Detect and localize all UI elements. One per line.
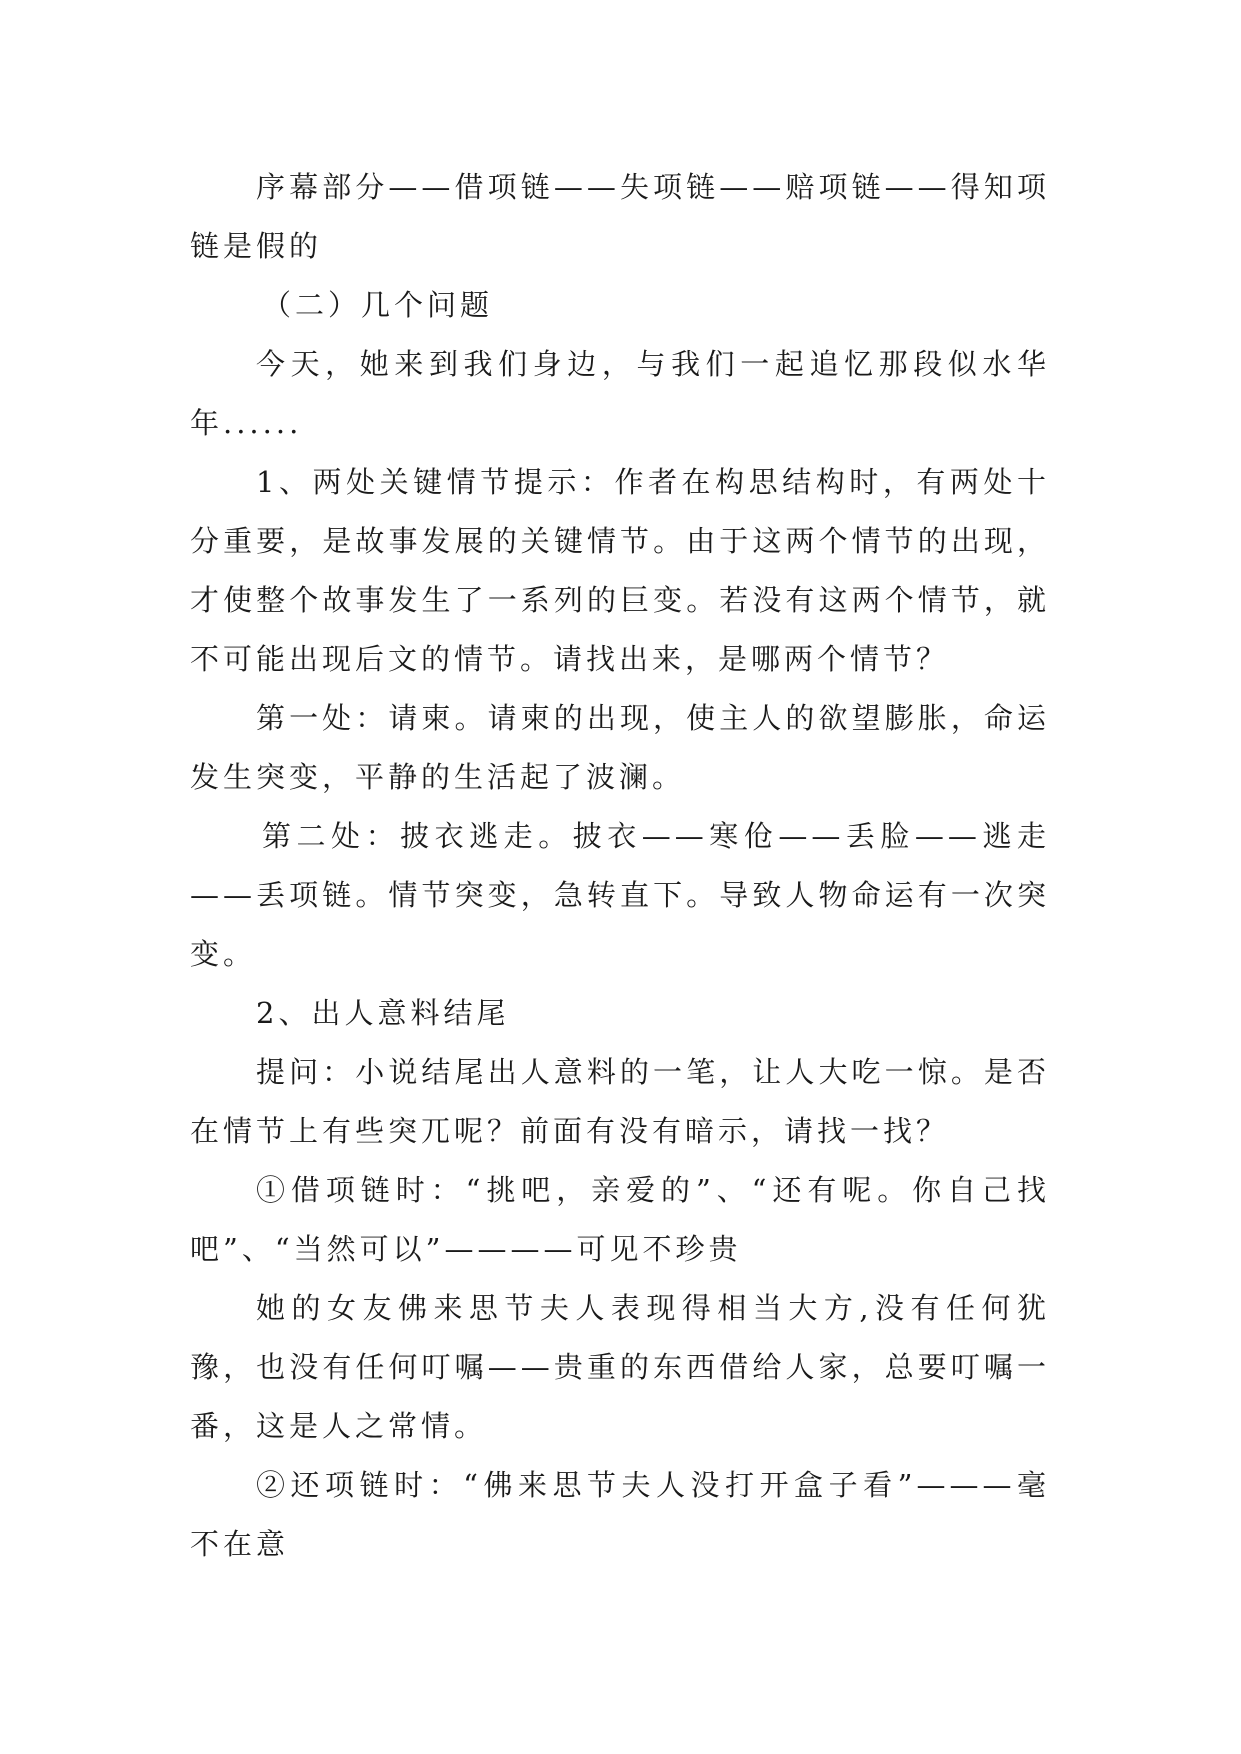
paragraph-second-point: 第二处：披衣逃走。披衣——寒伧——丢脸——逃走——丢项链。情节突变，急转直下。导致人物命运有一次突变。 — [190, 819, 1050, 971]
paragraph-plot-outline: 序幕部分——借项链——失项链——赔项链——得知项链是假的 — [190, 170, 1050, 263]
paragraph-intro: 今天，她来到我们身边，与我们一起追忆那段似水华年...... — [190, 347, 1050, 440]
document-body — [190, 158, 1050, 1574]
paragraph-borrow-necklace: ①借项链时：“挑吧，亲爱的”、“还有呢。你自己找吧”、“当然可以”————可见不珍贵 — [190, 1173, 1050, 1266]
paragraph-key-plot-prompt: 1、两处关键情节提示：作者在构思结构时，有两处十分重要，是故事发展的关键情节。由于这两个情节的出现，才使整个故事发生了一系列的巨变。若没有这两个情节，就不可能出现后文的情节。请找出来，是哪两个情节？ — [190, 465, 1050, 676]
paragraph-question: 提问：小说结尾出人意料的一笔，让人大吃一惊。是否在情节上有些突兀呢？前面有没有暗示，请找一找？ — [190, 1055, 1050, 1148]
paragraph-return-necklace: ②还项链时：“佛来思节夫人没打开盒子看”———毫不在意 — [190, 1468, 1050, 1561]
paragraph-unexpected-ending: 2、出人意料结尾 — [256, 996, 510, 1030]
paragraph-friend-generous: 她的女友佛来思节夫人表现得相当大方,没有任何犹豫，也没有任何叮嘱——贵重的东西借给人家，总要叮嘱一番，这是人之常情。 — [190, 1291, 1050, 1443]
paragraph-first-point: 第一处：请柬。请柬的出现，使主人的欲望膨胀，命运发生突变，平静的生活起了波澜。 — [190, 701, 1050, 794]
section-heading-questions: （二）几个问题 — [262, 288, 494, 322]
